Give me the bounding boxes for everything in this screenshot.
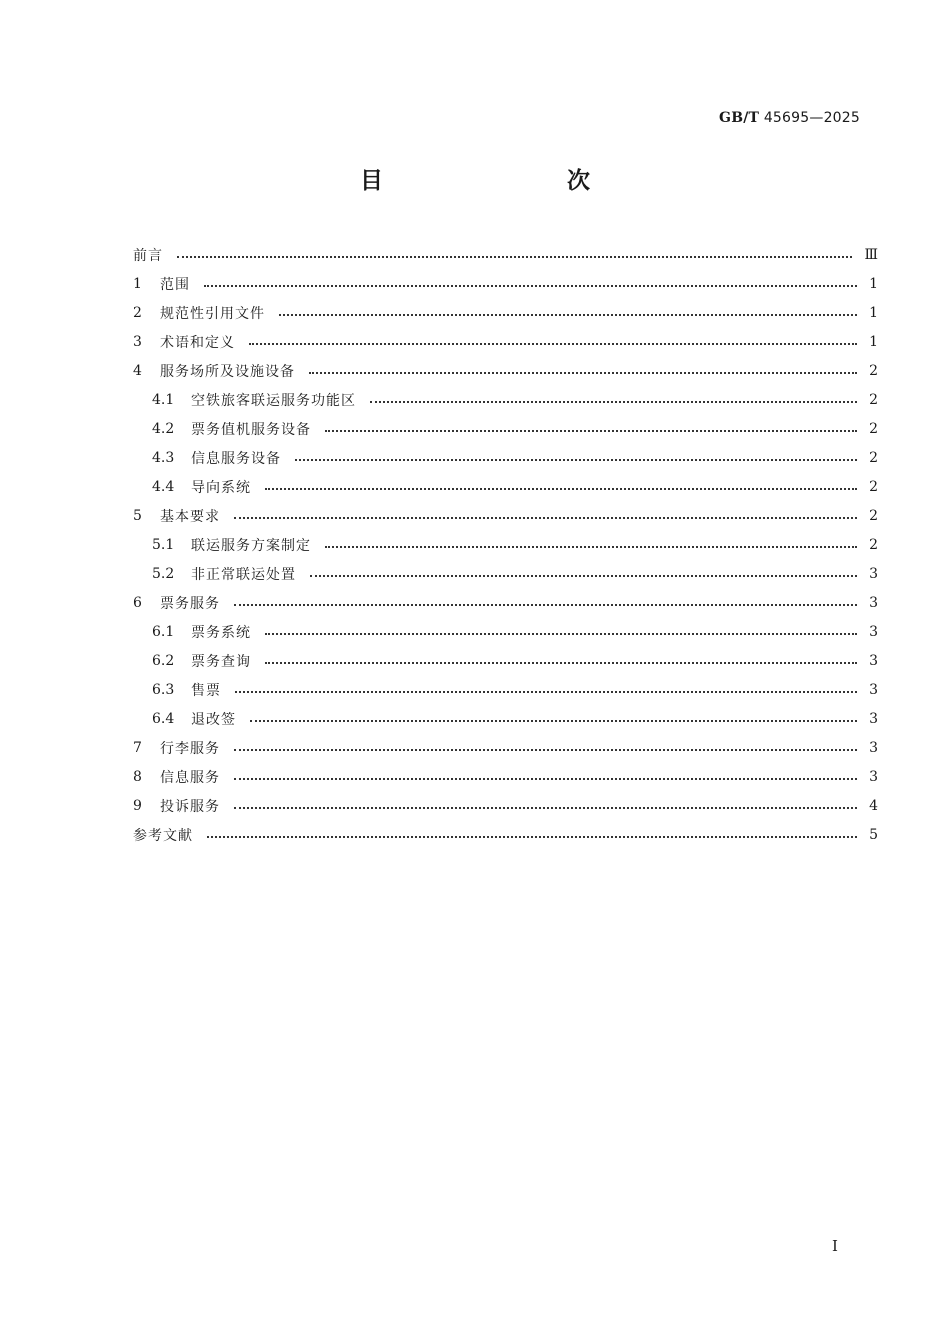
toc-entry[interactable] <box>133 443 878 472</box>
dot-leader <box>279 314 857 316</box>
toc-entry-number: 6.2 <box>152 652 175 669</box>
toc-entry-label: 退改签 <box>191 711 236 728</box>
page-number: Ⅰ <box>832 1237 838 1255</box>
toc-entry-label: 空铁旅客联运服务功能区 <box>191 392 356 409</box>
toc-entry[interactable] <box>133 791 878 820</box>
toc-entry-number: 5.1 <box>152 536 175 553</box>
toc-entry-label: 参考文献 <box>133 827 193 844</box>
toc-entry-number: 6 <box>133 594 142 611</box>
toc-entry-page: 3 <box>869 565 878 582</box>
toc-entry-number: 7 <box>133 739 142 756</box>
toc-entry-page: Ⅲ <box>864 246 878 263</box>
toc-entry-number: 9 <box>133 797 142 814</box>
toc-entry[interactable] <box>133 588 878 617</box>
dot-leader <box>234 778 857 780</box>
toc-entry-label: 票务系统 <box>191 624 251 641</box>
toc-entry-label: 售票 <box>191 682 221 699</box>
toc-entry-label: 投诉服务 <box>160 798 220 815</box>
dot-leader <box>370 401 857 403</box>
dot-leader <box>234 807 857 809</box>
toc-entry-label: 票务值机服务设备 <box>191 421 311 438</box>
toc-entry-label: 行李服务 <box>160 740 220 757</box>
toc-entry[interactable] <box>133 530 878 559</box>
toc-entry-number: 1 <box>133 275 142 292</box>
dot-leader <box>265 488 857 490</box>
toc-entry-label: 票务查询 <box>191 653 251 670</box>
toc-entry-page: 2 <box>869 536 878 553</box>
toc-entry[interactable] <box>133 414 878 443</box>
toc-entry[interactable] <box>133 501 878 530</box>
toc-entry-label: 规范性引用文件 <box>160 305 265 322</box>
toc-entry-page: 1 <box>869 304 878 321</box>
toc-entry[interactable] <box>133 820 878 849</box>
toc-entry-label: 票务服务 <box>160 595 220 612</box>
standard-number: 45695—2025 <box>763 110 860 126</box>
dot-leader <box>295 459 857 461</box>
toc-entry-page: 3 <box>869 768 878 785</box>
toc-entry-page: 3 <box>869 739 878 756</box>
toc-entry-number: 4.1 <box>152 391 175 408</box>
toc-entry-label: 非正常联运处置 <box>191 566 296 583</box>
toc-entry-label: 术语和定义 <box>160 334 235 351</box>
toc-entry-page: 3 <box>869 623 878 640</box>
toc-entry-number: 5.2 <box>152 565 175 582</box>
dot-leader <box>250 720 857 722</box>
toc-entry[interactable] <box>133 269 878 298</box>
toc-entry-page: 1 <box>869 275 878 292</box>
toc-entry-number: 2 <box>133 304 142 321</box>
standard-code <box>719 110 860 126</box>
toc-entry-number: 4.2 <box>152 420 175 437</box>
toc-entry-label: 服务场所及设施设备 <box>160 363 295 380</box>
standard-prefix: GB/T <box>719 110 760 126</box>
dot-leader <box>310 575 857 577</box>
toc-entry-label: 范围 <box>160 276 190 293</box>
dot-leader <box>309 372 857 374</box>
toc-entry[interactable] <box>133 327 878 356</box>
dot-leader <box>234 749 857 751</box>
toc-entry-page: 3 <box>869 652 878 669</box>
toc-entry-number: 6.3 <box>152 681 175 698</box>
toc-entry[interactable] <box>133 298 878 327</box>
toc-entry[interactable] <box>133 356 878 385</box>
dot-leader <box>325 546 857 548</box>
dot-leader <box>234 604 857 606</box>
dot-leader <box>325 430 857 432</box>
dot-leader <box>204 285 857 287</box>
toc-title: 目 次 <box>360 168 636 194</box>
toc-entry-label: 基本要求 <box>160 508 220 525</box>
toc-entry-number: 5 <box>133 507 142 524</box>
dot-leader <box>265 633 857 635</box>
toc-entry-number: 6.4 <box>152 710 175 727</box>
toc-entry-label: 前言 <box>133 247 163 264</box>
toc-entry-label: 信息服务 <box>160 769 220 786</box>
toc-entry[interactable] <box>133 646 878 675</box>
toc-entry-page: 1 <box>869 333 878 350</box>
toc-entry-page: 2 <box>869 478 878 495</box>
toc-entry-page: 2 <box>869 507 878 524</box>
dot-leader <box>177 256 852 258</box>
dot-leader <box>265 662 857 664</box>
toc-entry-page: 3 <box>869 681 878 698</box>
table-of-contents <box>133 240 878 849</box>
toc-entry-number: 6.1 <box>152 623 175 640</box>
toc-entry-page: 2 <box>869 420 878 437</box>
toc-entry-label: 联运服务方案制定 <box>191 537 311 554</box>
toc-entry-page: 2 <box>869 391 878 408</box>
toc-entry-page: 2 <box>869 449 878 466</box>
dot-leader <box>235 691 857 693</box>
toc-entry[interactable] <box>133 240 878 269</box>
toc-entry-label: 导向系统 <box>191 479 251 496</box>
toc-entry[interactable] <box>133 472 878 501</box>
toc-entry-number: 8 <box>133 768 142 785</box>
toc-entry[interactable] <box>133 385 878 414</box>
dot-leader <box>249 343 857 345</box>
toc-entry-number: 4.3 <box>152 449 175 466</box>
dot-leader <box>207 836 857 838</box>
toc-entry-page: 2 <box>869 362 878 379</box>
toc-entry[interactable] <box>133 704 878 733</box>
toc-entry[interactable] <box>133 762 878 791</box>
toc-entry-page: 3 <box>869 710 878 727</box>
toc-entry-number: 4.4 <box>152 478 175 495</box>
toc-entry-page: 4 <box>869 797 878 814</box>
toc-entry-page: 5 <box>869 826 878 843</box>
toc-entry[interactable] <box>133 675 878 704</box>
toc-entry[interactable] <box>133 617 878 646</box>
toc-entry[interactable] <box>133 733 878 762</box>
toc-entry[interactable] <box>133 559 878 588</box>
toc-entry-number: 4 <box>133 362 142 379</box>
dot-leader <box>234 517 857 519</box>
toc-entry-number: 3 <box>133 333 142 350</box>
toc-entry-label: 信息服务设备 <box>191 450 281 467</box>
toc-entry-page: 3 <box>869 594 878 611</box>
